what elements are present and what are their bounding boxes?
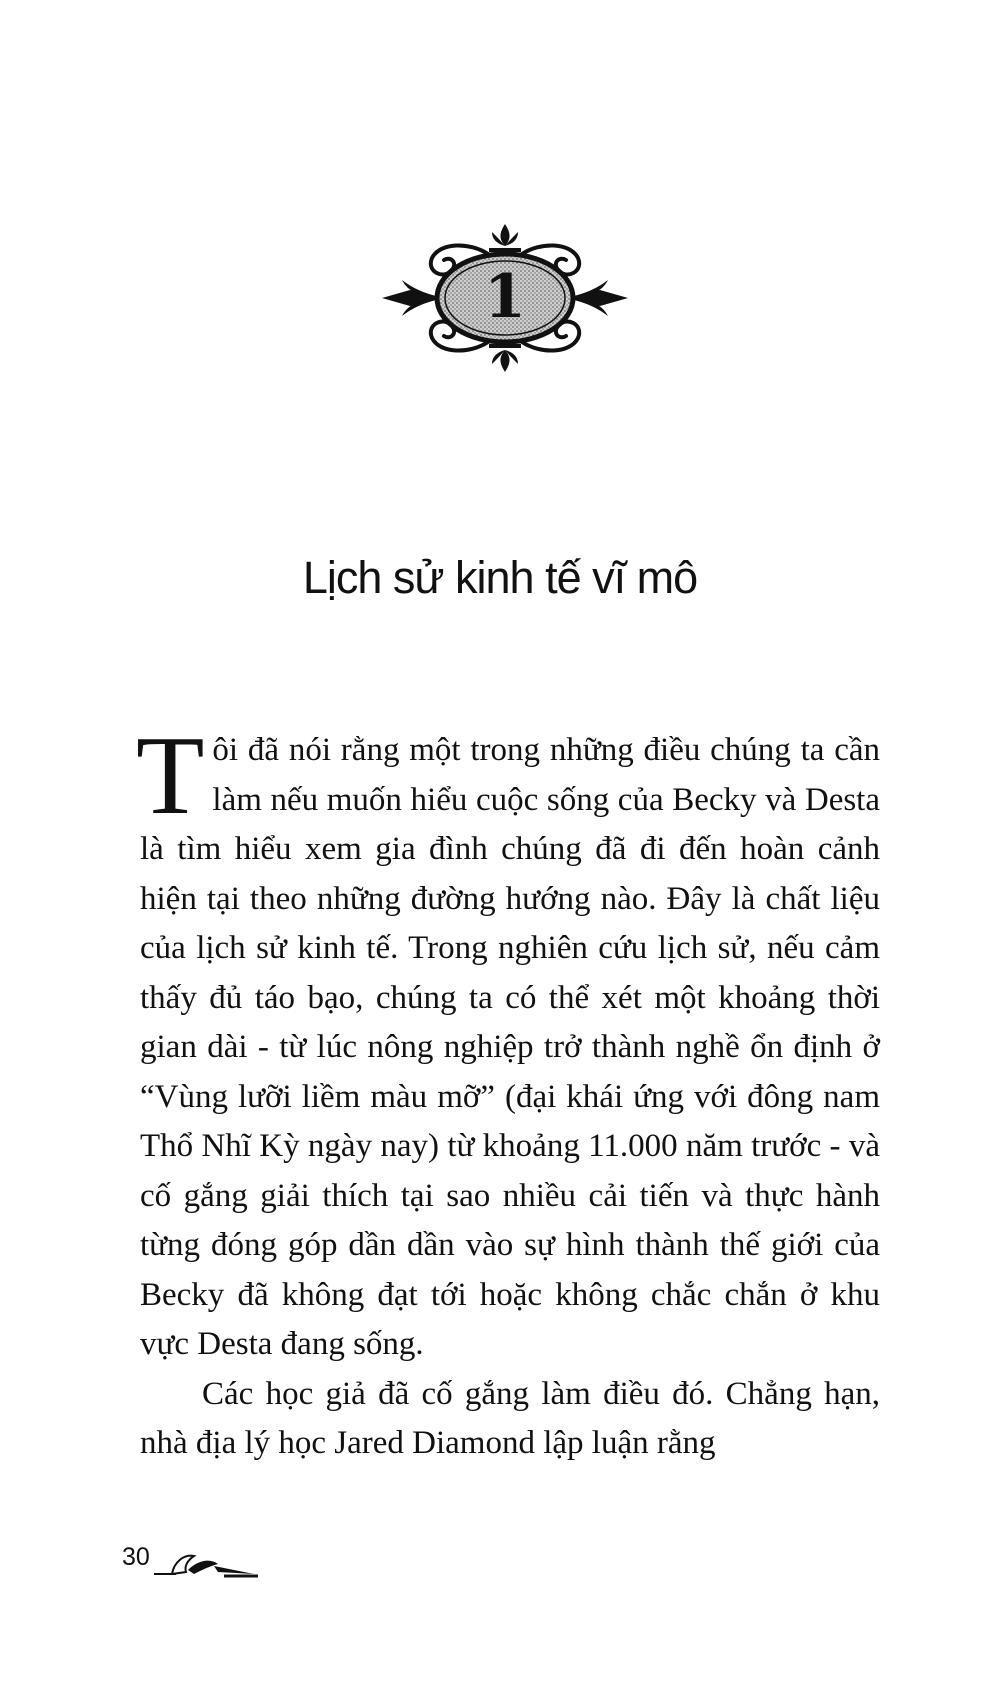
chapter-number: 1: [484, 262, 526, 332]
page-footer: [122, 1540, 262, 1580]
paragraph-text: ôi đã nói rằng một trong những điều chúng ta cần làm nếu muốn hiểu cuộc sống của Becky và Desta là tìm hiểu xem gia đình chúng đã đi đến hoàn cảnh hiện tại theo những đường hướng nào. Đây là chất liệu của lịch sử kinh tế. Trong nghiên cứu lịch sử, nếu cảm thấy đủ táo bạo, chúng ta có thể xét một khoảng thời gian dài - từ lúc nông nghiệp trở thành nghề ổn định ở “Vùng lưỡi liềm màu mỡ” (đại khái ứng với đông nam Thổ Nhĩ Kỳ ngày nay) từ khoảng 11.000 năm trước - và cố gắng giải thích tại sao nhiều cải tiến và thực hành từng đóng góp dần dần vào sự hình thành thế giới của Becky đã không đạt tới hoặc không chắc chắn ở khu vực Desta đang sống.: [140, 732, 880, 1362]
chapter-title: Lịch sử kinh tế vĩ mô: [302, 552, 698, 603]
paragraph: [136, 714, 880, 1370]
body-text: [136, 714, 880, 1469]
drop-cap: T: [136, 714, 205, 838]
page-number: 30: [122, 1543, 150, 1571]
paragraph: Các học giả đã cố gắng làm điều đó. Chẳng hạn, nhà địa lý học Jared Diamond lập luận rằng: [140, 1375, 880, 1461]
quill-ornament-icon: [154, 1540, 264, 1580]
